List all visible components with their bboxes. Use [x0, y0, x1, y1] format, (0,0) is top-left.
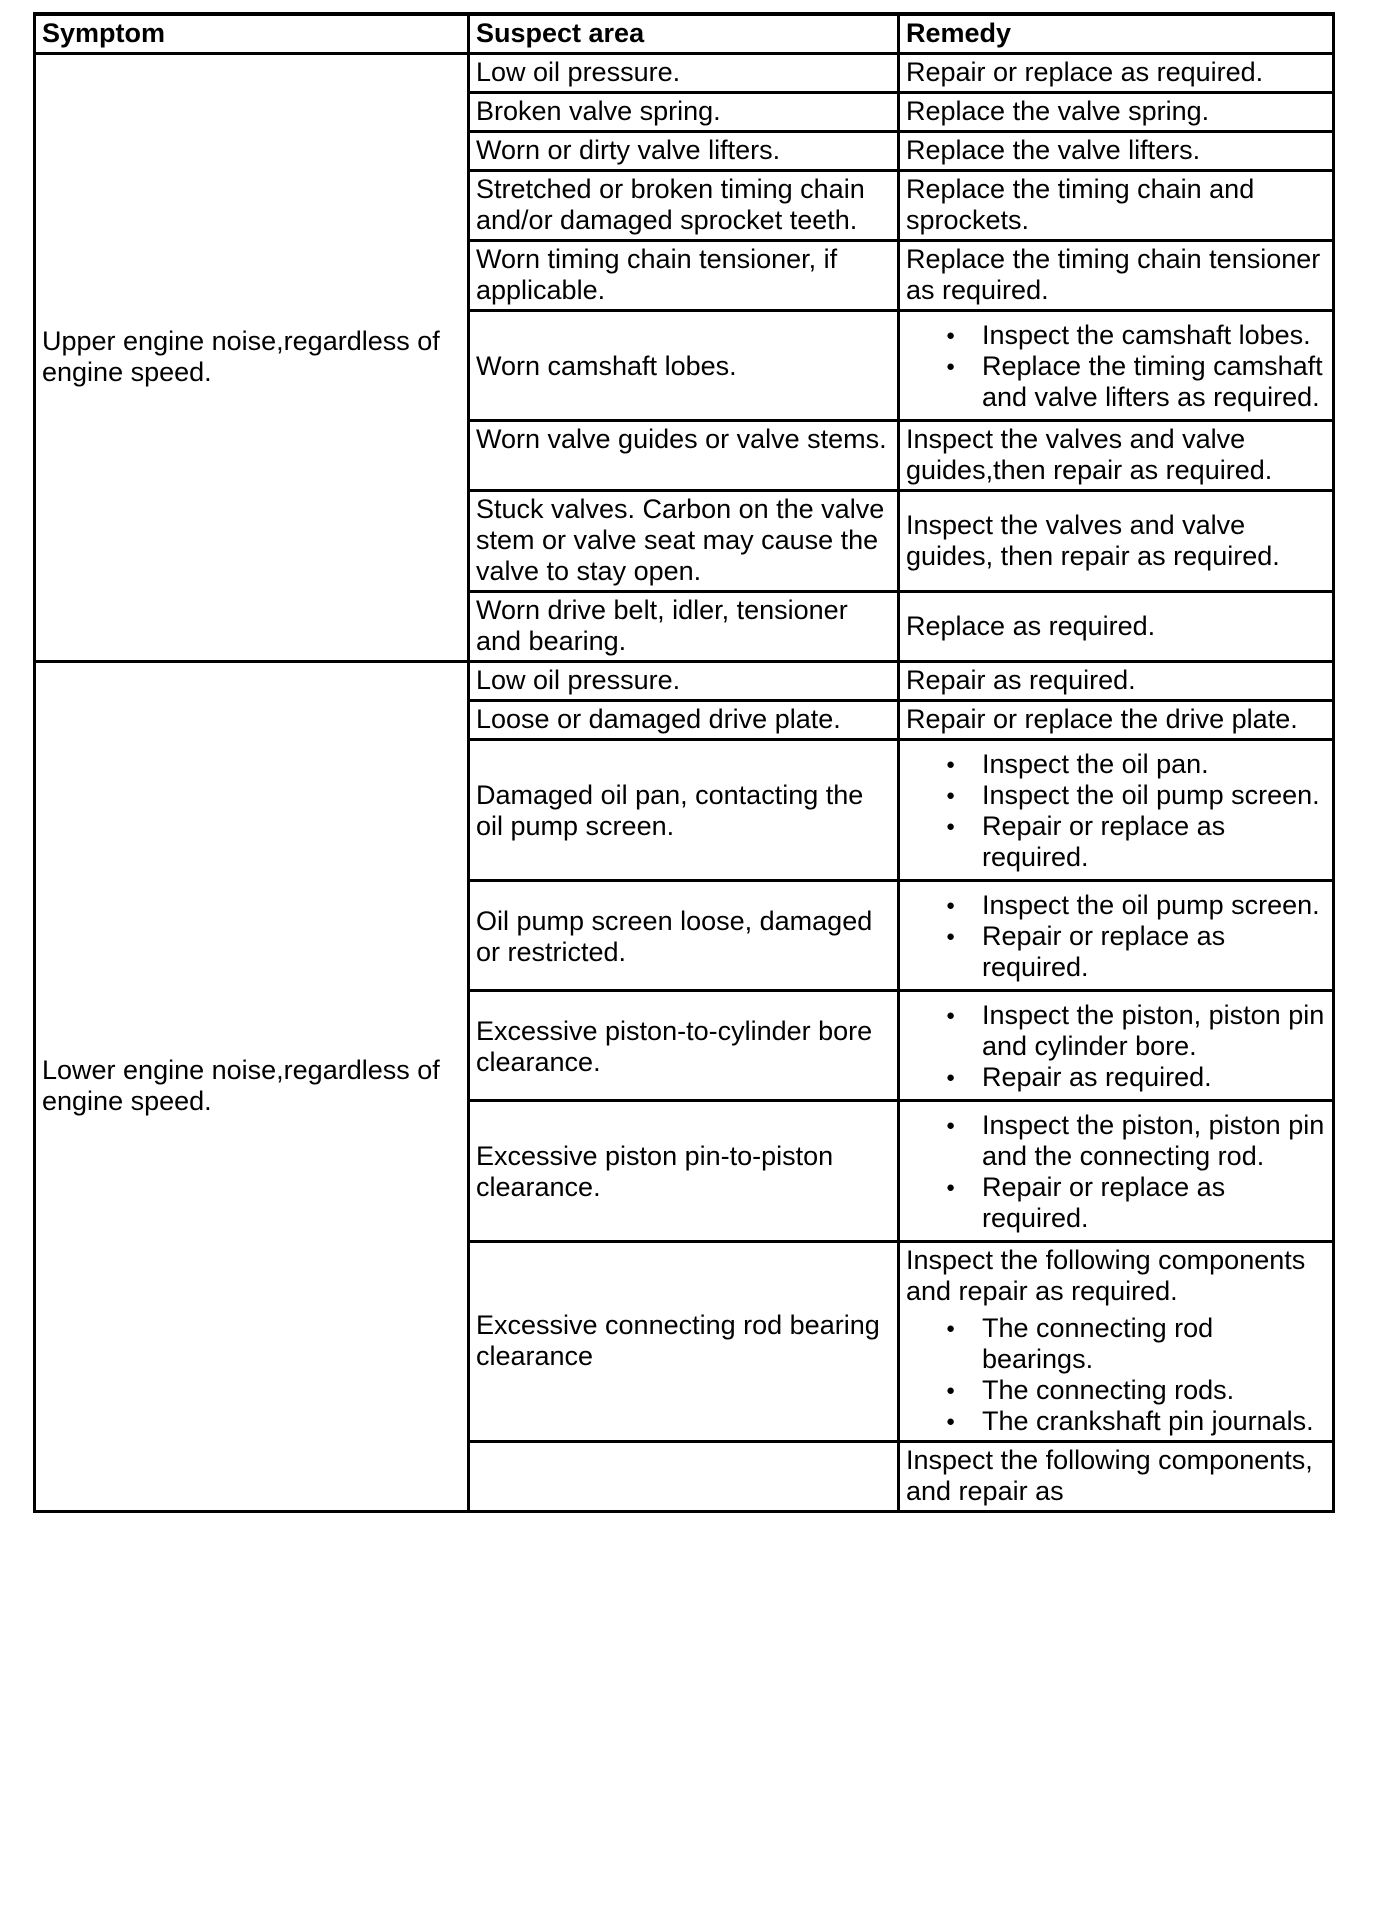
remedy-cell — [899, 881, 1334, 991]
list-item: ● Repair as required. — [982, 1062, 1326, 1093]
suspect-cell: Worn camshaft lobes. — [469, 311, 899, 421]
remedy-cell: Replace the valve lifters. — [899, 132, 1334, 171]
header-remedy: Remedy — [899, 14, 1334, 54]
remedy-cell: Replace as required. — [899, 592, 1334, 662]
symptom-cell: Upper engine noise,regardless of engine speed. — [35, 54, 469, 662]
list-item: ● Repair or replace as required. — [982, 1172, 1326, 1234]
remedy-cell: Replace the timing chain tensioner as required. — [899, 241, 1334, 311]
list-item: ● Repair or replace as required. — [982, 811, 1326, 873]
remedy-list — [906, 749, 1326, 873]
list-item: ● Inspect the camshaft lobes. — [982, 320, 1326, 351]
list-item: ● Repair or replace as required. — [982, 921, 1326, 983]
list-item: ● Inspect the oil pump screen. — [982, 890, 1326, 921]
remedy-cell — [899, 1242, 1334, 1442]
table-row — [35, 54, 1334, 93]
remedy-cell: Replace the valve spring. — [899, 93, 1334, 132]
suspect-cell: Oil pump screen loose, damaged or restricted. — [469, 881, 899, 991]
header-symptom: Symptom — [35, 14, 469, 54]
list-item: ● Inspect the piston, piston pin and cylinder bore. — [982, 1000, 1326, 1062]
remedy-intro: Inspect the following components and repair as required. — [906, 1245, 1306, 1306]
suspect-cell: Excessive piston-to-cylinder bore clearance. — [469, 991, 899, 1101]
list-item: ● Inspect the oil pan. — [982, 749, 1326, 780]
remedy-list — [906, 1000, 1326, 1093]
suspect-cell: Excessive connecting rod bearing clearance — [469, 1242, 899, 1442]
remedy-cell — [899, 311, 1334, 421]
remedy-cell: Inspect the valves and valve guides, then repair as required. — [899, 491, 1334, 592]
suspect-cell: Excessive piston pin-to-piston clearance. — [469, 1101, 899, 1242]
remedy-cell — [899, 1101, 1334, 1242]
suspect-cell: Stretched or broken timing chain and/or damaged sprocket teeth. — [469, 171, 899, 241]
suspect-cell: Low oil pressure. — [469, 54, 899, 93]
suspect-cell: Broken valve spring. — [469, 93, 899, 132]
table-row — [35, 662, 1334, 701]
remedy-cell: Repair as required. — [899, 662, 1334, 701]
list-item: ● The crankshaft pin journals. — [982, 1406, 1326, 1437]
suspect-cell: Stuck valves. Carbon on the valve stem or valve seat may cause the valve to stay open. — [469, 491, 899, 592]
suspect-cell — [469, 1442, 899, 1512]
remedy-cell — [899, 991, 1334, 1101]
suspect-cell: Worn timing chain tensioner, if applicable. — [469, 241, 899, 311]
remedy-cell: Replace the timing chain and sprockets. — [899, 171, 1334, 241]
header-suspect-area: Suspect area — [469, 14, 899, 54]
list-item: ● Inspect the oil pump screen. — [982, 780, 1326, 811]
troubleshooting-table — [33, 12, 1335, 1513]
list-item: ● The connecting rod bearings. — [982, 1313, 1326, 1375]
suspect-cell: Loose or damaged drive plate. — [469, 701, 899, 740]
remedy-cell: Inspect the valves and valve guides,then repair as required. — [899, 421, 1334, 491]
header-row — [35, 14, 1334, 54]
remedy-list — [906, 320, 1326, 413]
symptom-cell: Lower engine noise,regardless of engine speed. — [35, 662, 469, 1512]
remedy-list — [906, 890, 1326, 983]
remedy-list — [906, 1313, 1326, 1437]
suspect-cell: Worn valve guides or valve stems. — [469, 421, 899, 491]
list-item: ● Replace the timing camshaft and valve lifters as required. — [982, 351, 1326, 413]
list-item: ● Inspect the piston, piston pin and the connecting rod. — [982, 1110, 1326, 1172]
remedy-list — [906, 1110, 1326, 1234]
suspect-cell: Worn or dirty valve lifters. — [469, 132, 899, 171]
suspect-cell: Low oil pressure. — [469, 662, 899, 701]
remedy-cell: Repair or replace as required. — [899, 54, 1334, 93]
remedy-cell — [899, 740, 1334, 881]
suspect-cell: Damaged oil pan, contacting the oil pump screen. — [469, 740, 899, 881]
remedy-cell: Repair or replace the drive plate. — [899, 701, 1334, 740]
list-item: ● The connecting rods. — [982, 1375, 1326, 1406]
remedy-cell: Inspect the following components, and repair as — [899, 1442, 1334, 1512]
suspect-cell: Worn drive belt, idler, tensioner and bearing. — [469, 592, 899, 662]
